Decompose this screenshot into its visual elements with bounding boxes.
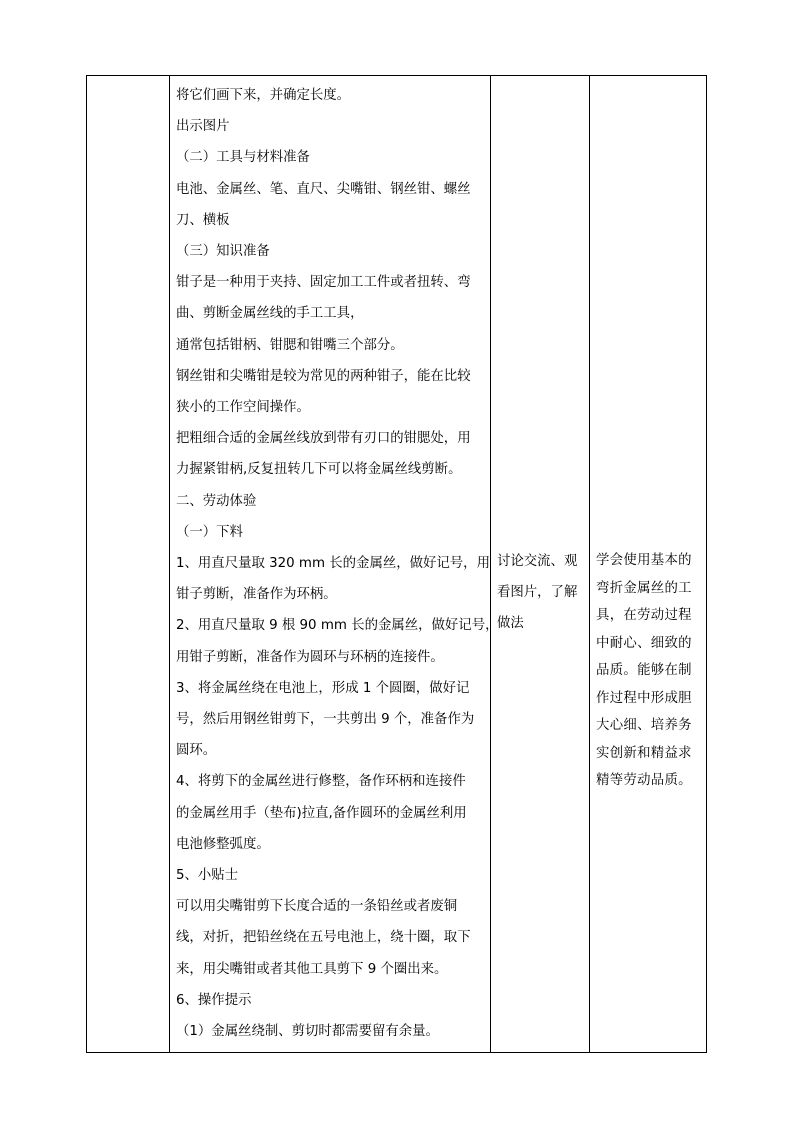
text-line: 大心细、培养务 <box>596 718 692 733</box>
text-line: 精等劳动品质。 <box>596 773 692 788</box>
text-line: 的金属丝用手（垫布)拉直,备作圆环的金属丝利用 <box>176 805 467 821</box>
text-line: 曲、剪断金属丝线的手工工具， <box>176 306 364 322</box>
text-line: 刀、横板 <box>176 212 230 228</box>
text-line: 号，然后用钢丝钳剪下，一共剪出 9 个，准备作为 <box>176 712 475 728</box>
text-line: 出示图片 <box>176 119 230 135</box>
text-line: （一）下料 <box>176 524 243 540</box>
text-line: 6、操作提示 <box>176 992 252 1008</box>
text-line: 电池、金属丝、笔、直尺、尖嘴钳、钢丝钳、螺丝 <box>176 181 471 197</box>
text-line: 2、用直尺量取 9 根 90 mm 长的金属丝，做好记号， <box>176 618 499 634</box>
cell-student-activity <box>491 546 589 640</box>
text-line: 品质。能够在制 <box>596 663 692 678</box>
text-line: 将它们画下来，并确定长度。 <box>176 88 351 103</box>
text-line: 作过程中形成胆 <box>596 690 692 706</box>
text-line: 做法 <box>497 616 524 632</box>
text-line: 把粗细合适的金属丝线放到带有刃口的钳腮处，用 <box>176 431 471 447</box>
text-line: 狭小的工作空间操作。 <box>176 400 310 416</box>
cell-design-intent <box>590 547 706 795</box>
lesson-table <box>86 75 707 1053</box>
text-line: 线，对折，把铅丝绕在五号电池上，绕十圈，取下 <box>176 930 471 946</box>
text-line: 弯折金属丝的工 <box>596 580 692 596</box>
text-line: 钢丝钳和尖嘴钳是较为常见的两种钳子，能在比较 <box>176 368 471 384</box>
text-line: 3、将金属丝绕在电池上，形成 1 个圆圈，做好记 <box>176 680 470 696</box>
text-line: 实创新和精益求 <box>596 745 692 761</box>
text-line: 具，在劳动过程 <box>596 608 692 623</box>
text-line: 4、将剪下的金属丝进行修整，备作环柄和连接件 <box>176 774 466 790</box>
text-line: 学会使用基本的 <box>596 553 692 568</box>
text-line: （三）知识准备 <box>176 244 270 260</box>
text-line: 用钳子剪断，准备作为圆环与环柄的连接件。 <box>176 649 444 665</box>
text-line: （1）金属丝绕制、剪切时都需要留有余量。 <box>176 1024 439 1040</box>
text-line: 钳子剪断，准备作为环柄。 <box>176 587 337 603</box>
cell-teaching-process <box>170 76 499 1047</box>
text-line: （二）工具与材料准备 <box>176 150 310 166</box>
text-line: 钳子是一种用于夹持、固定加工工件或者扭转、弯 <box>176 275 471 291</box>
text-line: 电池修整弧度。 <box>176 836 270 852</box>
text-line: 来，用尖嘴钳或者其他工具剪下 9 个圈出来。 <box>176 961 448 977</box>
text-line: 圆环。 <box>176 743 217 759</box>
text-line: 二、劳动体验 <box>176 493 257 509</box>
text-line: 1、用直尺量取 320 mm 长的金属丝，做好记号，用 <box>176 556 490 572</box>
text-line: 通常包括钳柄、钳腮和钳嘴三个部分。 <box>176 337 404 353</box>
text-line: 讨论交流、观 <box>497 554 578 569</box>
text-line: 可以用尖嘴钳剪下长度合适的一条铅丝或者废铜 <box>176 899 458 915</box>
text-line: 中耐心、细致的 <box>596 635 692 651</box>
text-line: 力握紧钳柄,反复扭转几下可以将金属丝线剪断。 <box>176 462 462 478</box>
text-line: 看图片，了解 <box>497 585 578 601</box>
text-line: 5、小贴士 <box>176 868 239 884</box>
